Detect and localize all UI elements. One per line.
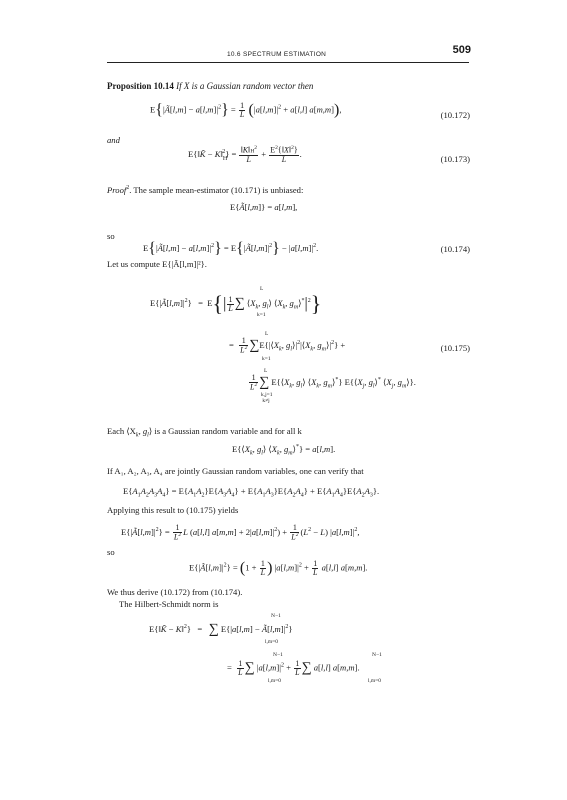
equation-10-175-line1: $E\{|Ã[l,m]|^2\} = E\{|$ $\frac{1}{L}$ ∑ $⟨X_k$, $g_l⟩$ $⟨X_k$, $g_m⟩^*|^2$} [150,291,322,316]
equation-hs-line2: = $\frac{1}{L}$ ∑ $|a[l,m]|^2$ + $\frac{1}{L}$ ∑ a[l,l] a[m,m]. [227,659,360,677]
we-thus-derive: We thus derive (10.172) from (10.174). [107,587,243,597]
proof-text: . The sample mean-estimator (10.171) is unbiased: [129,184,304,195]
each-rest: ⟩ is a Gaussian random variable and for all k [148,426,302,436]
hs-sum-upper-limit: N−1 [271,613,281,619]
eq-number-172: (10.172) [440,110,470,120]
equation-expectation-k: $E\{⟨X_k$, $g_l⟩$ $⟨X_k$, $g_m⟩^*\} = a[l,m]$. [232,443,336,457]
hs-sum-lower-limit: l,m=0 [265,639,279,645]
proof-label: Proof [107,184,127,195]
equation-unbiased: E{Ã[l,m]} = a[l,m], [230,202,298,212]
proof-line [107,185,303,194]
equation-10-174: E{|Ã[l,m] − $a[l,m]|^2$} = $E\{|Ã[l,m]|^2\} - |a[l,m]|^2$. [143,240,319,257]
hs-sum2-upper-limit: N−1 [273,652,283,658]
equation-final-second-moment: $E\{|Ã[l,m]|^2\} = (1$ + $\frac{1}{L}$ ) $|a[l,m]|^2$ + $\frac{1}{L}$ a[l,l] a[m,m]. [189,559,368,577]
each-line: Each $⟨X_k$, $g_l⟩$ is a Gaussian random variable and for all k [107,426,302,439]
proposition-statement: If X is a Gaussian random vector then [176,81,314,91]
sum3-lower-limit: k,j=1 k≠j [261,392,273,405]
sum-upper-limit: L [260,286,264,292]
proposition-line [107,82,313,91]
eq-number-173: (10.173) [440,154,470,164]
proposition-label: Proposition 10.14 [107,81,174,91]
let-us-compute: Let us compute E{|Ã[l,m]|²}. [107,259,207,269]
so-text-2: so [107,547,115,557]
section-title: 10.6 SPECTRUM ESTIMATION [227,51,327,58]
equation-10-172: E{|Ã[l,m] − $a[l,m]|^2$} = $\frac{1}{L}$ ($|a[l,m]|^2 + a[l,l]$ a[m,m]), [150,101,342,119]
hs-sum3-upper-limit: N−1 [372,652,382,658]
equation-10-173: E{‖K̃ − $K‖_H^2$} = $\frac{‖K‖H^2}{L}$ + $\frac{E^2\{‖X‖^2\}}{L}$ . [188,145,302,165]
applying-line: Applying this result to (10.175) yields [107,505,239,515]
proof-footnote-mark: 2 [126,185,130,191]
eq-number-174: (10.174) [440,244,470,254]
eq-number-175: (10.175) [440,343,470,353]
equation-isserlis: $E\{A_1A_2A_3A_4\} = E\{A_1A_2\}E\{A_3A_4\} + E\{A_1A_3\}E\{A_2A_4\} + E\{A_1A_4\}E\{A_2A_3\}$. [123,486,380,499]
sum2-lower-limit: k=1 [262,356,271,362]
sum3-upper-limit: L [264,368,268,374]
equation-10-175-line3: $\frac{1}{L^2}$ ∑ $E\{⟨X_k$, $g_l⟩$ $⟨X_k$, $g_m⟩^*$} $E\{⟨X_j$, $g_l⟩^*$ $⟨X_j$, $g_m⟩$}. [250,373,416,392]
so-text-1: so [107,231,115,241]
equation-hs-line1: E{‖K̃ − K‖$^2$} = ∑ $E\{|a[l,m] - Ã[l,m]|^2\}$ [149,622,293,637]
running-header [107,44,471,63]
sum-lower-limit: k=1 [257,312,266,318]
equation-applied: $E\{|Ã[l,m]|^2\}$ = $\frac{1}{L^2}$ L (a[l,l] $a[m,m] + 2|a[l,m]|^2$) + $\frac{1}{L^2}$ $(L^2 - L)$ $|a[l,m]|^2$, [121,523,360,542]
hs-sum3-lower-limit: l,m=0 [368,678,382,684]
sum2-upper-limit: L [265,331,269,337]
equation-10-175-line2: = $\frac{1}{L^2}$ $\sum E\{|⟨X_k$, $g_l⟩|^2|⟨X_k$, $g_m⟩|^2$} + [229,336,346,355]
each-text: Each ⟨X [107,426,136,436]
hilbert-schmidt-line: The Hilbert-Schmidt norm is [119,599,219,609]
page-number: 509 [452,44,471,56]
and-text: and [107,135,120,145]
if-jointly-gaussian: If A₁, A₂, A₃, A₄ are jointly Gaussian random variables, one can verify that [107,466,364,476]
hs-sum2-lower-limit: l,m=0 [268,678,282,684]
